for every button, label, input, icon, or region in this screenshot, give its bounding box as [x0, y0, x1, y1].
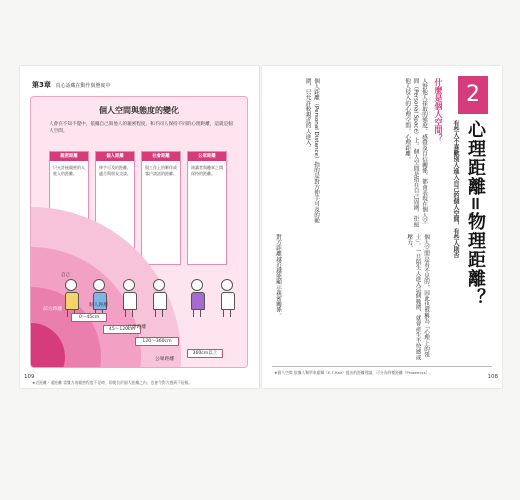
page-number: 109	[24, 374, 35, 380]
zone-card-social	[141, 151, 181, 265]
body-paragraph: 個人距離（Personal Distance）指的是對方伸手可及的範圍，只允許較親近的人進入。	[304, 78, 319, 224]
personal-space-diagram	[30, 96, 248, 368]
zone-card-title: 個人距離	[96, 152, 134, 161]
person-figure	[93, 279, 105, 317]
arc-label: 前方距離	[43, 307, 63, 312]
left-footnote: ★近距離・遠距離 當雙方的親密程度不足時，即使位於個人距離之內，也會令對方感到不舒服。	[32, 380, 193, 385]
diagram-intro: 人會在不知不覺中，依據自己與他人的親密程度，和不同人保持不同的心理距離，這就是個人空間。	[49, 122, 233, 134]
chapter-number-badge: 2	[458, 76, 488, 114]
person-figure	[123, 279, 135, 317]
diagram-title: 個人空間與態度的變化	[99, 106, 179, 115]
self-figure	[65, 279, 77, 317]
body-paragraph: 對方距離越近越能顯示親密關係。	[275, 234, 281, 318]
left-page	[20, 66, 260, 388]
zone-label: 個人距離	[89, 303, 109, 308]
person-figure	[221, 279, 233, 317]
zone-card-text: 與工作上的夥伴或客戶談話的距離。	[145, 165, 177, 176]
page-subtitle: 有些人不喜歡別人進入自己的個人空間，有些人則否	[452, 120, 459, 258]
zone-label: 社會距離	[127, 325, 147, 330]
body-paragraph: 人對他人採取的態度、感覺及自信關係，都會表現在個人空間（Personal Space）上。個人空間是指在自己周圍、拒絕他人侵入的心理空間，心理距離。	[404, 78, 427, 228]
distance-bar: 0〜45cm	[71, 313, 107, 322]
section-heading: 什麼是個人空間？	[434, 78, 443, 142]
right-page	[262, 66, 502, 388]
distance-bar: 120〜360cm	[135, 337, 179, 346]
person-figure	[153, 279, 165, 317]
zone-card-title: 社會距離	[142, 152, 180, 161]
zone-card-title: 親密距離	[50, 152, 88, 161]
zone-card-text: 伸手可及的距離，適合與朋友交談。	[99, 165, 131, 176]
distance-bar: 360cm以上	[187, 349, 223, 358]
right-footnote: ★個人空間 依據人類學家霍爾（E.T.Hall）提出的距離理論，可分為四種距離（Proxemics）。	[274, 370, 434, 375]
distance-bar: 45〜120cm	[103, 325, 141, 334]
chapter-label: 第3章	[32, 81, 51, 89]
chapter-header	[32, 80, 110, 90]
page-number: 108	[487, 374, 498, 380]
body-paragraph: 個人空間是看不見的，因此也被稱為「心理上的領土」。一旦陌生人進入這個範圍，就會產生不快感或壓力。	[406, 234, 429, 360]
page-title: 心理距離=物理距離？	[465, 120, 486, 308]
footnote-rule	[272, 366, 492, 367]
zone-label: 公眾距離	[155, 357, 175, 362]
chapter-title: 真心話藏在動作與態度中	[55, 83, 111, 89]
person-figure	[191, 279, 203, 317]
zone-card-title: 公眾距離	[188, 152, 226, 161]
self-label: 自己	[61, 273, 70, 278]
zone-card-text: 演講者與聽眾之間保持的距離。	[191, 165, 223, 176]
zone-card-public	[187, 151, 227, 265]
zone-card-text: 只允許極親密的人進入的距離。	[53, 165, 85, 176]
